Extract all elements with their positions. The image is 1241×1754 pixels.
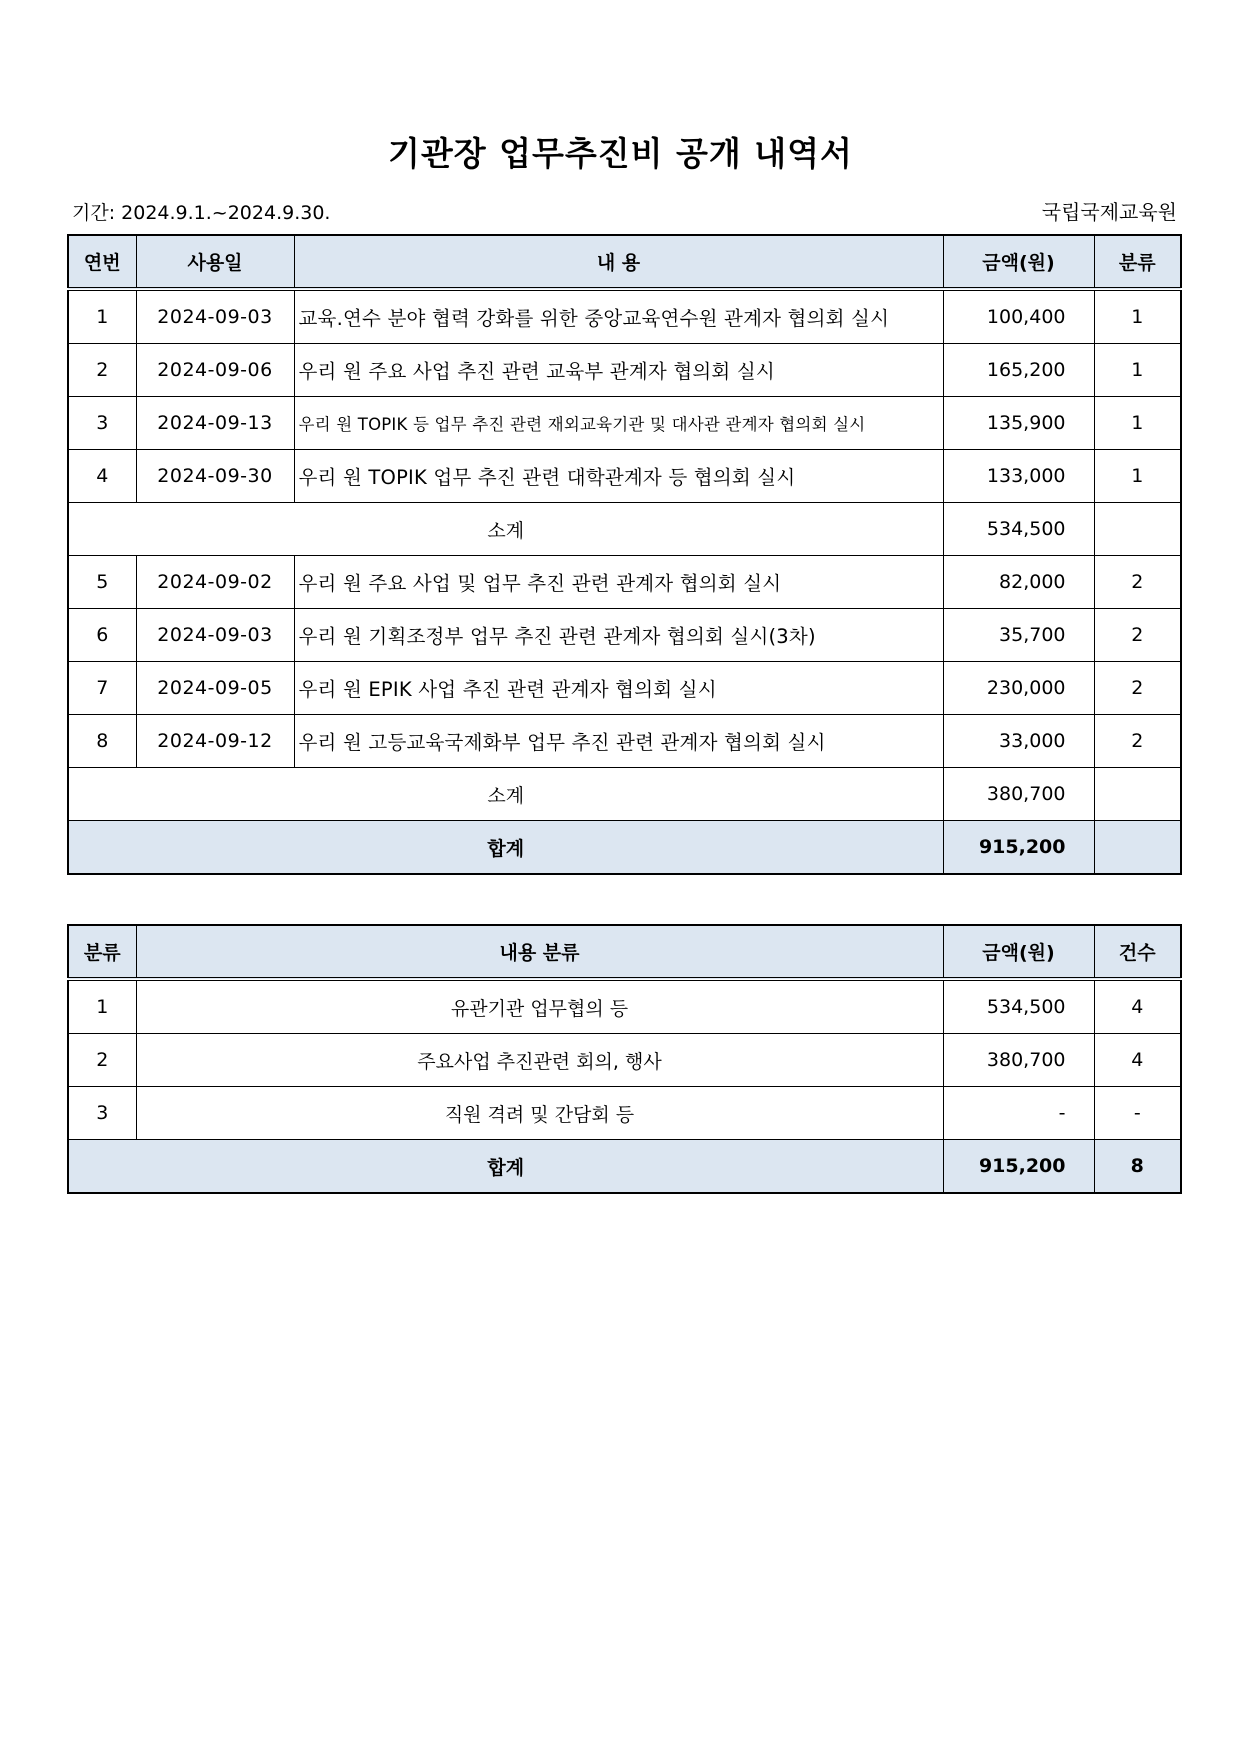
- header-content: 내 용: [294, 235, 943, 289]
- total-row: [68, 1140, 1181, 1194]
- subtotal-row: [68, 503, 1181, 556]
- subtotal-amount: 534,500: [943, 503, 1094, 556]
- subtotal-empty: [1094, 768, 1181, 821]
- subtotal-row: [68, 768, 1181, 821]
- table-header-row: [68, 925, 1181, 979]
- row-no: 4: [68, 450, 136, 503]
- table-row: [68, 979, 1181, 1034]
- row-amount: 230,000: [943, 662, 1094, 715]
- row-content: 우리 원 TOPIK 업무 추진 관련 대학관계자 등 협의회 실시: [294, 450, 943, 503]
- subtotal-label: 소계: [68, 503, 943, 556]
- row-category: 2: [1094, 662, 1181, 715]
- table-row: [68, 609, 1181, 662]
- row-count: -: [1094, 1087, 1181, 1140]
- total-label: 합계: [68, 1140, 943, 1194]
- table-row: [68, 662, 1181, 715]
- row-category: 3: [68, 1087, 136, 1140]
- header-count: 건수: [1094, 925, 1181, 979]
- row-amount: 133,000: [943, 450, 1094, 503]
- row-no: 8: [68, 715, 136, 768]
- total-label: 합계: [68, 821, 943, 875]
- table-row: [68, 344, 1181, 397]
- row-category: 1: [1094, 289, 1181, 344]
- row-no: 7: [68, 662, 136, 715]
- table-row: [68, 556, 1181, 609]
- document-title: 기관장 업무추진비 공개 내역서: [388, 134, 853, 173]
- row-no: 3: [68, 397, 136, 450]
- row-date: 2024-09-05: [136, 662, 294, 715]
- row-date: 2024-09-03: [136, 609, 294, 662]
- header-amount: 금액(원): [943, 925, 1094, 979]
- row-count: 4: [1094, 979, 1181, 1034]
- row-content: 우리 원 EPIK 사업 추진 관련 관계자 협의회 실시: [294, 662, 943, 715]
- row-no: 1: [68, 289, 136, 344]
- row-category: 2: [1094, 556, 1181, 609]
- row-content: 주요사업 추진관련 회의, 행사: [136, 1034, 943, 1087]
- row-date: 2024-09-30: [136, 450, 294, 503]
- header-category: 분류: [68, 925, 136, 979]
- row-category: 1: [1094, 344, 1181, 397]
- row-amount: 165,200: [943, 344, 1094, 397]
- table-row: [68, 1087, 1181, 1140]
- row-category: 1: [68, 979, 136, 1034]
- row-date: 2024-09-13: [136, 397, 294, 450]
- row-category: 2: [1094, 715, 1181, 768]
- row-content: 직원 격려 및 간담회 등: [136, 1087, 943, 1140]
- subtotal-label: 소계: [68, 768, 943, 821]
- total-empty: [1094, 821, 1181, 875]
- header-amount: 금액(원): [943, 235, 1094, 289]
- row-no: 6: [68, 609, 136, 662]
- table-row: [68, 1034, 1181, 1087]
- row-category: 1: [1094, 397, 1181, 450]
- header-category: 분류: [1094, 235, 1181, 289]
- subtotal-amount: 380,700: [943, 768, 1094, 821]
- table-header-row: [68, 235, 1181, 289]
- organization-name: 국립국제교육원: [1041, 200, 1177, 224]
- header-no: 연번: [68, 235, 136, 289]
- row-date: 2024-09-12: [136, 715, 294, 768]
- total-row: [68, 821, 1181, 875]
- header-date: 사용일: [136, 235, 294, 289]
- row-date: 2024-09-02: [136, 556, 294, 609]
- row-content: 유관기관 업무협의 등: [136, 979, 943, 1034]
- row-count: 4: [1094, 1034, 1181, 1087]
- row-date: 2024-09-03: [136, 289, 294, 344]
- row-amount: -: [943, 1087, 1094, 1140]
- row-content: 우리 원 기획조정부 업무 추진 관련 관계자 협의회 실시(3차): [294, 609, 943, 662]
- table-row: [68, 397, 1181, 450]
- expense-detail-table: [67, 234, 1182, 875]
- total-amount: 915,200: [943, 1140, 1094, 1194]
- total-count: 8: [1094, 1140, 1181, 1194]
- row-category: 1: [1094, 450, 1181, 503]
- row-amount: 534,500: [943, 979, 1094, 1034]
- row-content: 우리 원 TOPIK 등 업무 추진 관련 재외교육기관 및 대사관 관계자 협의회 실시: [294, 397, 943, 450]
- category-summary-table: [67, 924, 1182, 1194]
- row-amount: 82,000: [943, 556, 1094, 609]
- row-amount: 33,000: [943, 715, 1094, 768]
- row-amount: 100,400: [943, 289, 1094, 344]
- row-amount: 35,700: [943, 609, 1094, 662]
- row-content: 우리 원 주요 사업 및 업무 추진 관련 관계자 협의회 실시: [294, 556, 943, 609]
- table-row: [68, 450, 1181, 503]
- row-amount: 135,900: [943, 397, 1094, 450]
- row-date: 2024-09-06: [136, 344, 294, 397]
- row-content: 우리 원 고등교육국제화부 업무 추진 관련 관계자 협의회 실시: [294, 715, 943, 768]
- row-category: 2: [1094, 609, 1181, 662]
- row-amount: 380,700: [943, 1034, 1094, 1087]
- row-category: 2: [68, 1034, 136, 1087]
- total-amount: 915,200: [943, 821, 1094, 875]
- row-content: 교육.연수 분야 협력 강화를 위한 중앙교육연수원 관계자 협의회 실시: [294, 289, 943, 344]
- table-row: [68, 289, 1181, 344]
- header-content-category: 내용 분류: [136, 925, 943, 979]
- table-row: [68, 715, 1181, 768]
- subtotal-empty: [1094, 503, 1181, 556]
- row-content: 우리 원 주요 사업 추진 관련 교육부 관계자 협의회 실시: [294, 344, 943, 397]
- period-label: 기간: 2024.9.1.~2024.9.30.: [72, 202, 331, 224]
- row-no: 5: [68, 556, 136, 609]
- row-no: 2: [68, 344, 136, 397]
